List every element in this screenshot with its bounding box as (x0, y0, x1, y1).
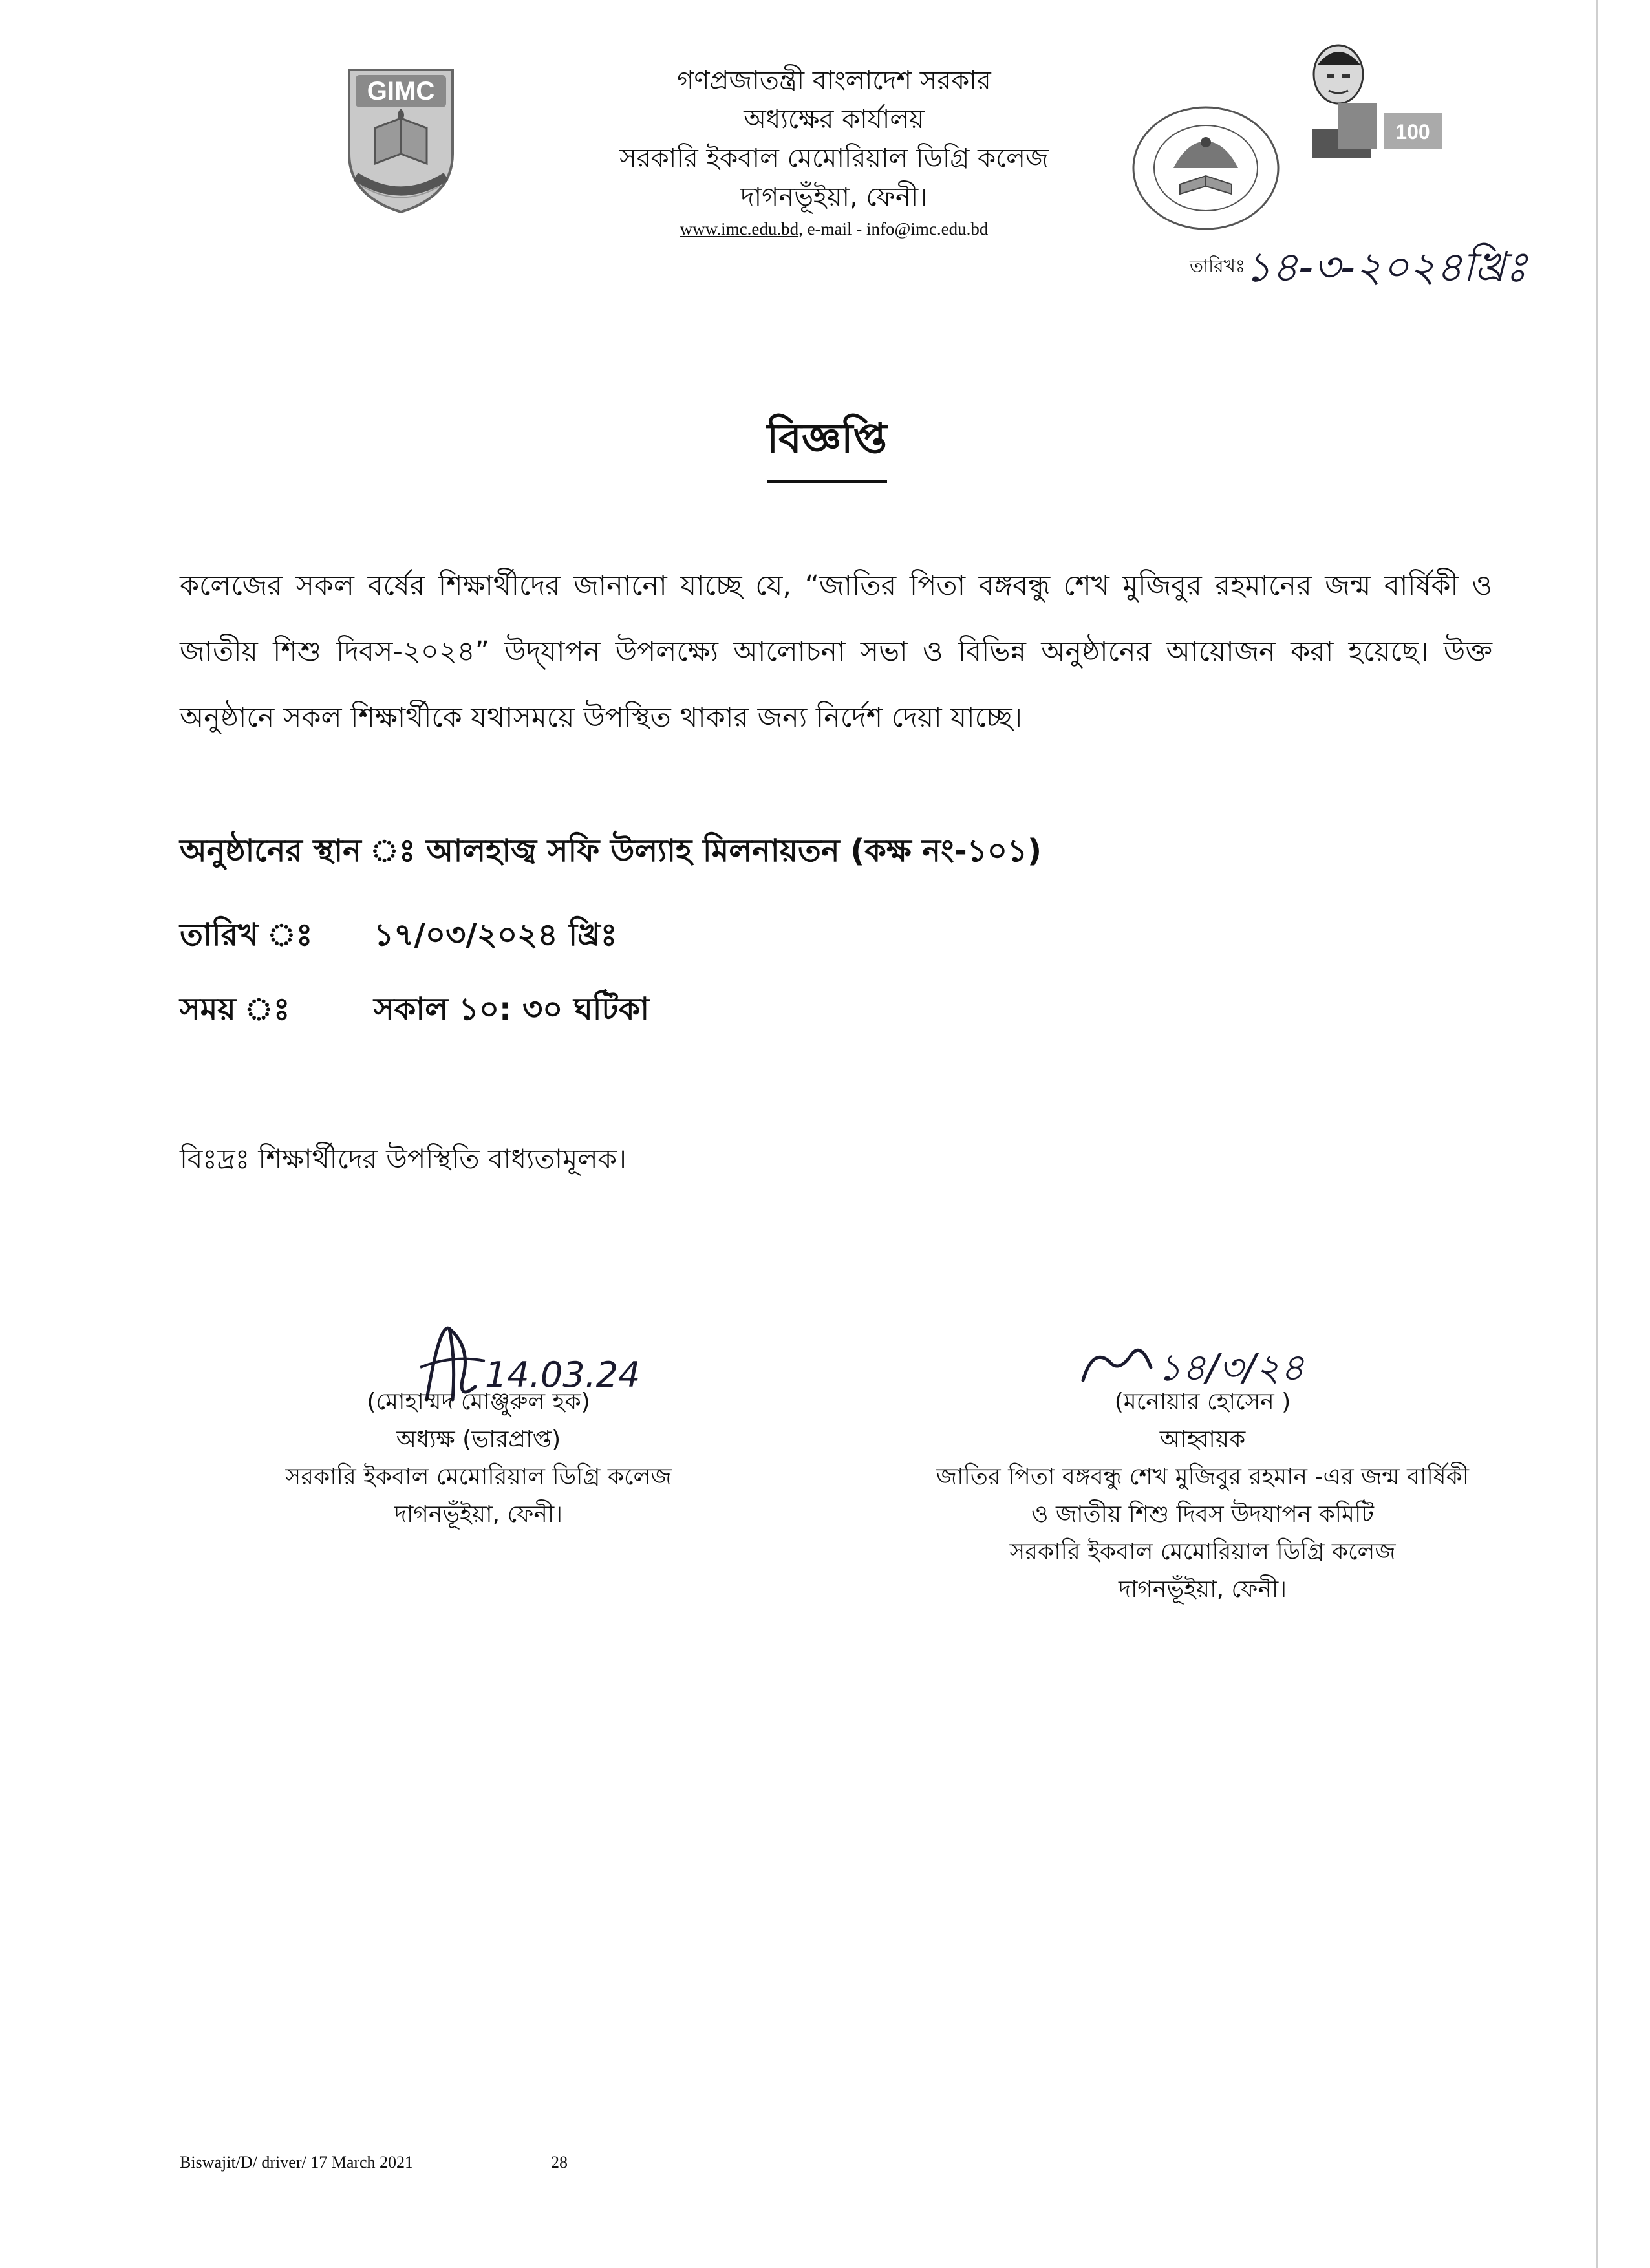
principal-org: সরকারি ইকবাল মেমোরিয়াল ডিগ্রি কলেজ (285, 1464, 672, 1490)
event-date-label: তারিখ ঃ (180, 917, 313, 953)
notice-body: কলেজের সকল বর্ষের শিক্ষার্থীদের জানানো যাচ্ছে যে, “জাতির পিতা বঙ্গবন্ধু শেখ মুজিবুর রহমানের জন্ম বার্ষিকী ও জাতীয় শিশু দিবস-২০২৪” উদ্‌যাপন উপলক্ষ্যে আলোচনা সভা ও বিভিন্ন অনুষ্ঠানের আয়োজন করা হয়েছে। উক্ত অনুষ্ঠানে সকল শিক্ষার্থীকে যথাসময়ে উপস্থিত থাকার জন্য নির্দেশ দেয়া যাচ্ছে। (180, 570, 1492, 734)
website-link[interactable]: www.imc.edu.bd (680, 219, 799, 239)
principal-signature-date: 14.03.24 (485, 1354, 641, 1395)
office-name: অধ্যক্ষের কার্যালয় (744, 105, 925, 134)
committee-line-1: জাতির পিতা বঙ্গবন্ধু শেখ মুজিবুর রহমান -এর জন্ম বার্ষিকী (936, 1464, 1470, 1490)
college-location: দাগনভূঁইয়া, ফেনী। (740, 182, 928, 212)
college-name: সরকারি ইকবাল মেমোরিয়াল ডিগ্রি কলেজ (619, 144, 1049, 173)
principal-signature-block (233, 1384, 724, 1534)
notice-title: বিজ্ঞপ্তি (767, 407, 887, 483)
principal-place: দাগনভূঁইয়া, ফেনী। (394, 1501, 563, 1528)
svg-text:100: 100 (1395, 120, 1430, 144)
event-date-row (180, 912, 617, 963)
issue-date-handwritten: ১৪-৩-২০২৪খ্রিঃ (1245, 244, 1528, 292)
event-time-label: সময় ঃ (180, 991, 290, 1027)
nb-note: বিঃদ্রঃ শিক্ষার্থীদের উপস্থিতি বাধ্যতামূলক। (180, 1143, 627, 1175)
govt-name: গণপ্রজাতন্ত্রী বাংলাদেশ সরকার (677, 66, 991, 96)
letterhead (543, 61, 1125, 239)
footer-reference: Biswajit/D/ driver/ 17 March 2021 (180, 2153, 414, 2172)
convener-signature-date: ১৪/৩/২৪ (1157, 1345, 1305, 1389)
issue-date-label: তারিখঃ (1190, 255, 1245, 277)
college-logo-text: GIMC (367, 77, 435, 105)
principal-name: (মোহাম্মদ মোঞ্জুরুল হক) (367, 1389, 590, 1415)
event-time-value: সকাল ১০: ৩০ ঘটিকা (374, 991, 650, 1027)
committee-line-2: ও জাতীয় শিশু দিবস উদযাপন কমিটি (1031, 1501, 1374, 1528)
event-date-value: ১৭/০৩/২০২৪ খ্রিঃ (374, 917, 617, 953)
convener-title: আহ্বায়ক (1159, 1426, 1246, 1453)
mujib-centenary-logo (1300, 39, 1448, 162)
convener-name: (মনোয়ার হোসেন ) (1114, 1389, 1291, 1415)
contact-line (543, 219, 1125, 239)
scan-edge-line (1596, 0, 1598, 2268)
email-text: , e-mail - info@imc.edu.bd (798, 219, 989, 239)
education-seal (1128, 103, 1283, 233)
event-venue: অনুষ্ঠানের স্থান ঃ আলহাজ্ব সফি উল্যাহ মিলনায়তন (কক্ষ নং-১০১) (180, 833, 1042, 869)
convener-place: দাগনভূঁইয়া, ফেনী। (1118, 1576, 1287, 1603)
college-logo (336, 57, 466, 219)
footer-page-number: 28 (551, 2153, 568, 2172)
convener-org: সরকারি ইকবাল মেমোরিয়াল ডিগ্রি কলেজ (1009, 1539, 1396, 1565)
convener-signature-block (866, 1384, 1539, 1609)
principal-title: অধ্যক্ষ (ভারপ্রাপ্ত) (396, 1426, 561, 1453)
event-time-row (180, 986, 650, 1037)
